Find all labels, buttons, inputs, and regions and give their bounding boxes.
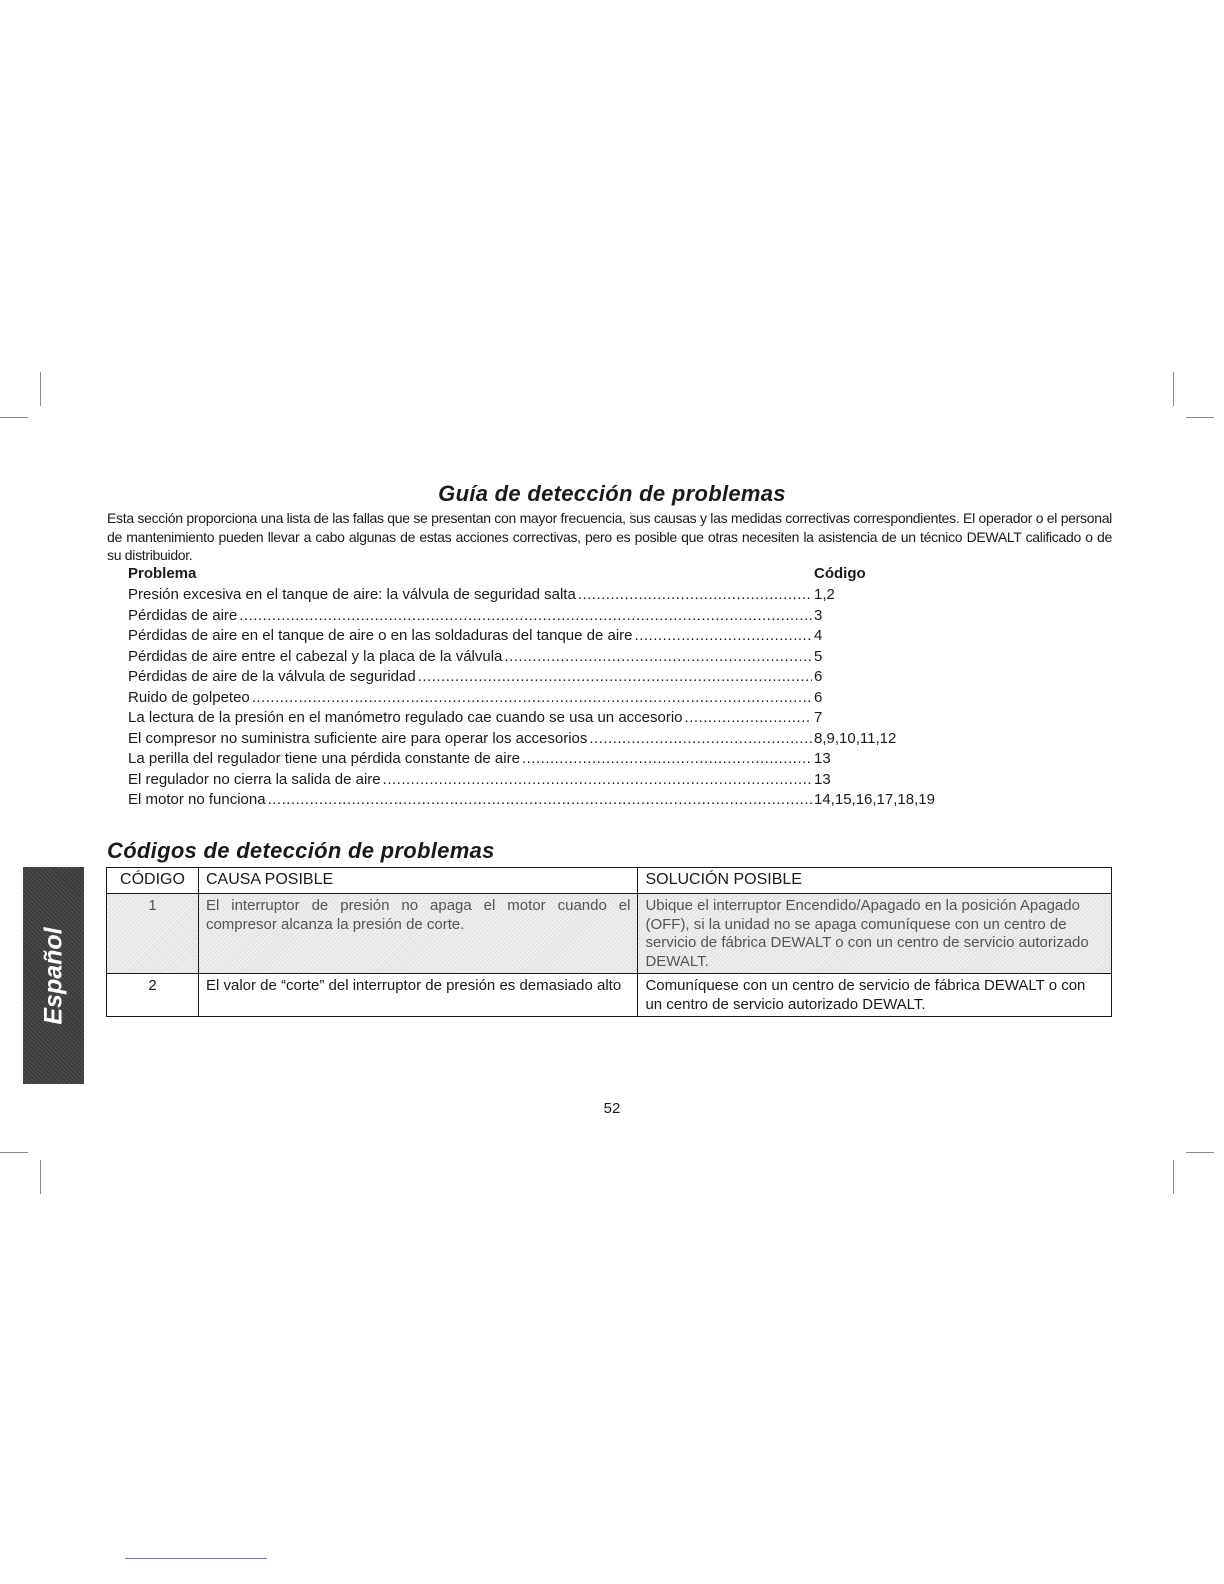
list-item: [128, 667, 988, 688]
list-item: [128, 585, 988, 606]
crop-mark-bottom-right-horizontal: [1186, 1152, 1214, 1153]
list-item: [128, 647, 988, 668]
problem-code: 5: [814, 647, 823, 665]
page-number: 52: [603, 1100, 621, 1117]
codes-section-title: Códigos de detección de problemas: [107, 838, 495, 863]
problem-text: La perilla del regulador tiene una pérdida constante de aire: [128, 750, 520, 767]
list-item: [128, 729, 988, 750]
problem-column-header: Problema: [128, 565, 197, 582]
problem-code: 6: [814, 668, 823, 685]
problem-text: Presión excesiva en el tanque de aire: la válvula de seguridad salta: [128, 586, 576, 603]
problem-code: 13: [814, 750, 831, 767]
crop-mark-bottom-left-vertical: [40, 1160, 41, 1194]
problem-text: Pérdidas de aire entre el cabezal y la placa de la válvula: [128, 647, 503, 665]
solution-header: SOLUCIÓN POSIBLE: [638, 868, 1112, 894]
table-row: [107, 894, 1112, 974]
problem-text: El compresor no suministra suficiente aire para operar los accesorios: [128, 729, 588, 747]
problem-text: El regulador no cierra la salida de aire: [128, 770, 381, 788]
problem-code: 8,9,10,11,12: [814, 729, 897, 747]
problem-code: 1,2: [814, 586, 835, 603]
footer-rule: [125, 1558, 267, 1559]
code-column-header: Código: [814, 565, 866, 582]
list-item: [128, 688, 988, 709]
cause-cell: El interruptor de presión no apaga el motor cuando el compresor alcanza la presión de corte.: [198, 894, 637, 974]
page-title: Guía de detección de problemas: [438, 481, 786, 506]
list-item: [128, 790, 988, 811]
list-item: [128, 606, 988, 627]
intro-paragraph: Esta sección proporciona una lista de las fallas que se presentan con mayor frecuencia, sus causas y las medidas correctivas correspondientes. El operador o el personal de mantenimiento pueden llevar a cabo algunas de estas acciones correctivas, pero es posible que otras necesiten la asistencia de un técnico DEWALT calificado o de su distribuidor.: [107, 510, 1112, 563]
code-cell: 1: [107, 894, 199, 974]
crop-mark-bottom-left-horizontal: [0, 1152, 28, 1153]
code-cell: 2: [107, 974, 199, 1017]
crop-mark-top-left-vertical: [40, 372, 41, 406]
troubleshooting-table: [106, 867, 1112, 1017]
problem-text: El motor no funciona: [128, 791, 266, 808]
list-item: [128, 708, 988, 729]
cause-cell: El valor de “corte” del interruptor de presión es demasiado alto: [198, 974, 637, 1017]
problem-text: La lectura de la presión en el manómetro regulado cae cuando se usa un accesorio: [128, 709, 683, 726]
list-item: [128, 749, 988, 770]
problem-code: 14,15,16,17,18,19: [814, 791, 935, 808]
problem-text: Ruido de golpeteo: [128, 688, 250, 706]
problem-text: Pérdidas de aire de la válvula de seguridad: [128, 668, 416, 685]
crop-mark-top-left-horizontal: [0, 417, 28, 418]
language-side-tab: [23, 867, 84, 1084]
problem-text: Pérdidas de aire: [128, 606, 238, 624]
crop-mark-top-right-horizontal: [1186, 417, 1214, 418]
problem-list-header: [128, 565, 888, 582]
problem-text: Pérdidas de aire en el tanque de aire o en las soldaduras del tanque de aire: [128, 627, 633, 644]
problem-code: 6: [814, 688, 823, 706]
problem-code: 7: [814, 709, 823, 726]
problem-list: [128, 585, 988, 811]
list-item: [128, 626, 988, 647]
cause-header: CAUSA POSIBLE: [198, 868, 637, 894]
language-label: Español: [39, 926, 67, 1025]
crop-mark-top-right-vertical: [1173, 372, 1174, 406]
table-row: [107, 974, 1112, 1017]
table-header-row: [107, 868, 1112, 894]
solution-cell: Comuníquese con un centro de servicio de fábrica DEWALT o con un centro de servicio autorizado DEWALT.: [638, 974, 1112, 1017]
problem-code: 3: [814, 606, 823, 624]
solution-cell: Ubique el interruptor Encendido/Apagado en la posición Apagado (OFF), si la unidad no se apaga comuníquese con un centro de servicio de fábrica DEWALT o con un centro de servicio autorizado DEWALT.: [638, 894, 1112, 974]
problem-code: 13: [814, 770, 831, 788]
crop-mark-bottom-right-vertical: [1173, 1160, 1174, 1194]
code-header: CÓDIGO: [107, 868, 199, 894]
list-item: [128, 770, 988, 791]
problem-code: 4: [814, 627, 823, 644]
